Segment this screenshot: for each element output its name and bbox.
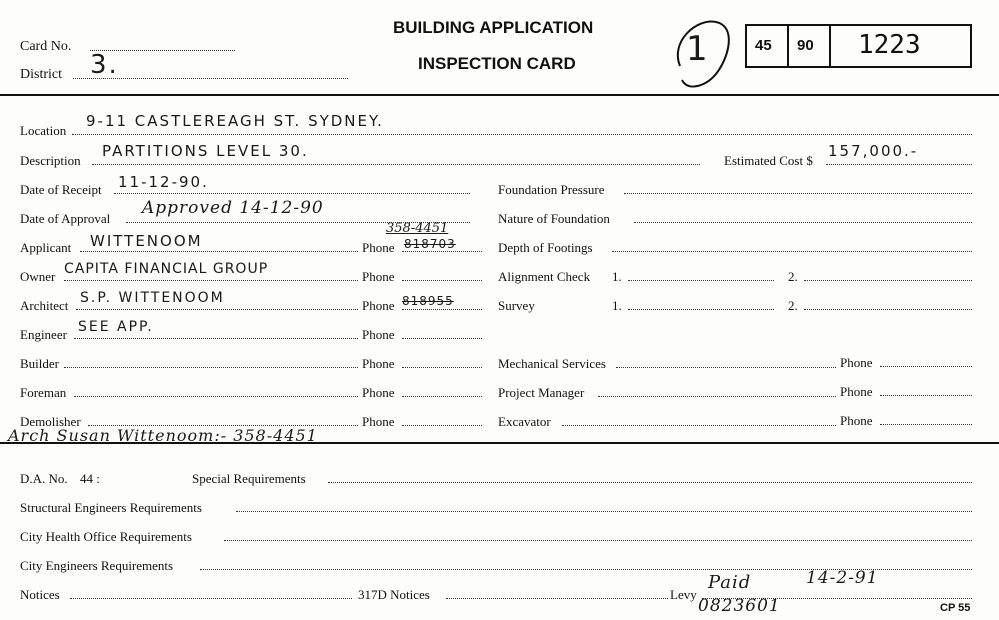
builder-label: Builder xyxy=(20,356,59,371)
survey-field-1 xyxy=(628,309,774,310)
project-manager-phone-label: Phone xyxy=(840,384,873,399)
owner-value: CAPITA FINANCIAL GROUP xyxy=(64,261,269,277)
demolisher-phone-field xyxy=(402,425,482,426)
estimated-cost-field xyxy=(826,164,972,165)
alignment-check-field-2 xyxy=(804,280,972,281)
mechanical-services-label: Mechanical Services xyxy=(498,356,606,371)
alignment-check-field-1 xyxy=(628,280,774,281)
box-number-a: 45 xyxy=(755,37,772,54)
circled-number-value: 1 xyxy=(686,29,710,69)
owner-phone-label: Phone xyxy=(362,269,395,284)
foundation-pressure-field xyxy=(624,193,972,194)
da-number-label: D.A. No. xyxy=(20,471,68,486)
demolisher-label: Demolisher xyxy=(20,414,81,429)
foreman-field xyxy=(74,396,358,397)
engineer-phone-field xyxy=(402,338,482,339)
architect-phone-label: Phone xyxy=(362,298,395,313)
mechanical-services-field xyxy=(616,367,836,368)
city-health-field xyxy=(224,540,972,541)
form-title-line1: BUILDING APPLICATION xyxy=(393,18,594,37)
excavator-label: Excavator xyxy=(498,414,551,429)
applicant-phone-old: 818703 xyxy=(404,237,456,251)
nature-of-foundation-field xyxy=(634,222,972,223)
alignment-check-num2: 2. xyxy=(788,269,798,284)
estimated-cost-value: 157,000.- xyxy=(828,142,919,160)
location-label: Location xyxy=(20,123,67,138)
engineer-field xyxy=(74,338,358,339)
builder-phone-field xyxy=(402,367,482,368)
applicant-label: Applicant xyxy=(20,240,72,255)
levy-status: Paid xyxy=(708,572,752,593)
box-divider xyxy=(829,26,831,66)
city-engineers-label: City Engineers Requirements xyxy=(20,558,174,573)
owner-phone-field xyxy=(402,280,482,281)
applicant-field xyxy=(80,251,358,252)
levy-receipt-number: 0823601 xyxy=(698,596,781,616)
applicant-phone-new: 358-4451 xyxy=(386,221,449,236)
architect-label: Architect xyxy=(20,298,69,313)
project-manager-label: Project Manager xyxy=(498,385,585,400)
card-no-label: Card No. xyxy=(20,39,72,54)
handwritten-architect-note: Arch Susan Wittenoom:- 358-4451 xyxy=(8,426,318,445)
structural-engineers-field xyxy=(236,511,972,512)
survey-label: Survey xyxy=(498,298,535,313)
survey-num2: 2. xyxy=(788,298,798,313)
nature-of-foundation-label: Nature of Foundation xyxy=(498,211,610,226)
engineer-phone-label: Phone xyxy=(362,327,395,342)
special-requirements-field xyxy=(328,482,972,483)
survey-num1: 1. xyxy=(612,298,622,313)
estimated-cost-label: Estimated Cost $ xyxy=(724,153,813,168)
form-title-line2: INSPECTION CARD xyxy=(418,54,576,73)
excavator-phone-label: Phone xyxy=(840,413,873,428)
architect-value: S.P. WITTENOOM xyxy=(80,290,225,306)
architect-phone-old: 818955 xyxy=(402,294,454,308)
engineer-value: SEE APP. xyxy=(78,319,154,335)
form-code: CP 55 xyxy=(940,602,971,614)
survey-field-2 xyxy=(804,309,972,310)
district-label: District xyxy=(20,67,62,82)
foundation-pressure-label: Foundation Pressure xyxy=(498,182,605,197)
owner-field xyxy=(64,280,358,281)
alignment-check-num1: 1. xyxy=(612,269,622,284)
date-of-receipt-field xyxy=(114,193,470,194)
location-value: 9-11 CASTLEREAGH ST. SYDNEY. xyxy=(86,112,384,130)
description-field xyxy=(92,164,700,165)
notices-label: Notices xyxy=(20,587,60,602)
alignment-check-label: Alignment Check xyxy=(498,269,591,284)
depth-of-footings-field xyxy=(612,251,972,252)
structural-engineers-label: Structural Engineers Requirements xyxy=(20,500,202,515)
foreman-phone-field xyxy=(402,396,482,397)
notices-317d-label: 317D Notices xyxy=(358,587,430,602)
mechanical-services-phone-label: Phone xyxy=(840,355,873,370)
applicant-phone-field xyxy=(402,251,482,252)
box-number-c: 1223 xyxy=(858,30,921,60)
middle-divider xyxy=(0,442,999,444)
excavator-field xyxy=(562,425,836,426)
builder-field xyxy=(64,367,358,368)
box-number-b: 90 xyxy=(797,37,814,54)
description-value: PARTITIONS LEVEL 30. xyxy=(102,142,309,160)
special-requirements-label: Special Requirements xyxy=(192,471,306,486)
project-manager-field xyxy=(598,396,836,397)
location-field xyxy=(72,134,972,135)
foreman-label: Foreman xyxy=(20,385,67,400)
project-manager-phone-field xyxy=(880,395,972,396)
architect-phone-field xyxy=(402,309,482,310)
demolisher-phone-label: Phone xyxy=(362,414,395,429)
architect-field xyxy=(76,309,358,310)
builder-phone-label: Phone xyxy=(362,356,395,371)
excavator-phone-field xyxy=(880,424,972,425)
district-value: 3. xyxy=(90,50,119,80)
date-of-receipt-value: 11-12-90. xyxy=(118,173,209,191)
date-of-approval-label: Date of Approval xyxy=(20,211,111,226)
depth-of-footings-label: Depth of Footings xyxy=(498,240,593,255)
description-label: Description xyxy=(20,153,81,168)
owner-label: Owner xyxy=(20,269,56,284)
mechanical-services-phone-field xyxy=(880,366,972,367)
applicant-phone-label: Phone xyxy=(362,240,395,255)
engineer-label: Engineer xyxy=(20,327,67,342)
notices-317d-field xyxy=(446,598,668,599)
city-health-label: City Health Office Requirements xyxy=(20,529,192,544)
date-of-approval-value: Approved 14-12-90 xyxy=(142,198,324,218)
box-divider xyxy=(787,26,789,66)
da-number-value: 44 : xyxy=(80,471,100,486)
notices-field xyxy=(70,598,352,599)
date-of-receipt-label: Date of Receipt xyxy=(20,182,102,197)
levy-label: Levy xyxy=(670,587,697,602)
levy-date: 14-2-91 xyxy=(806,568,879,588)
foreman-phone-label: Phone xyxy=(362,385,395,400)
applicant-value: WITTENOOM xyxy=(90,232,203,250)
header-divider xyxy=(0,94,999,96)
